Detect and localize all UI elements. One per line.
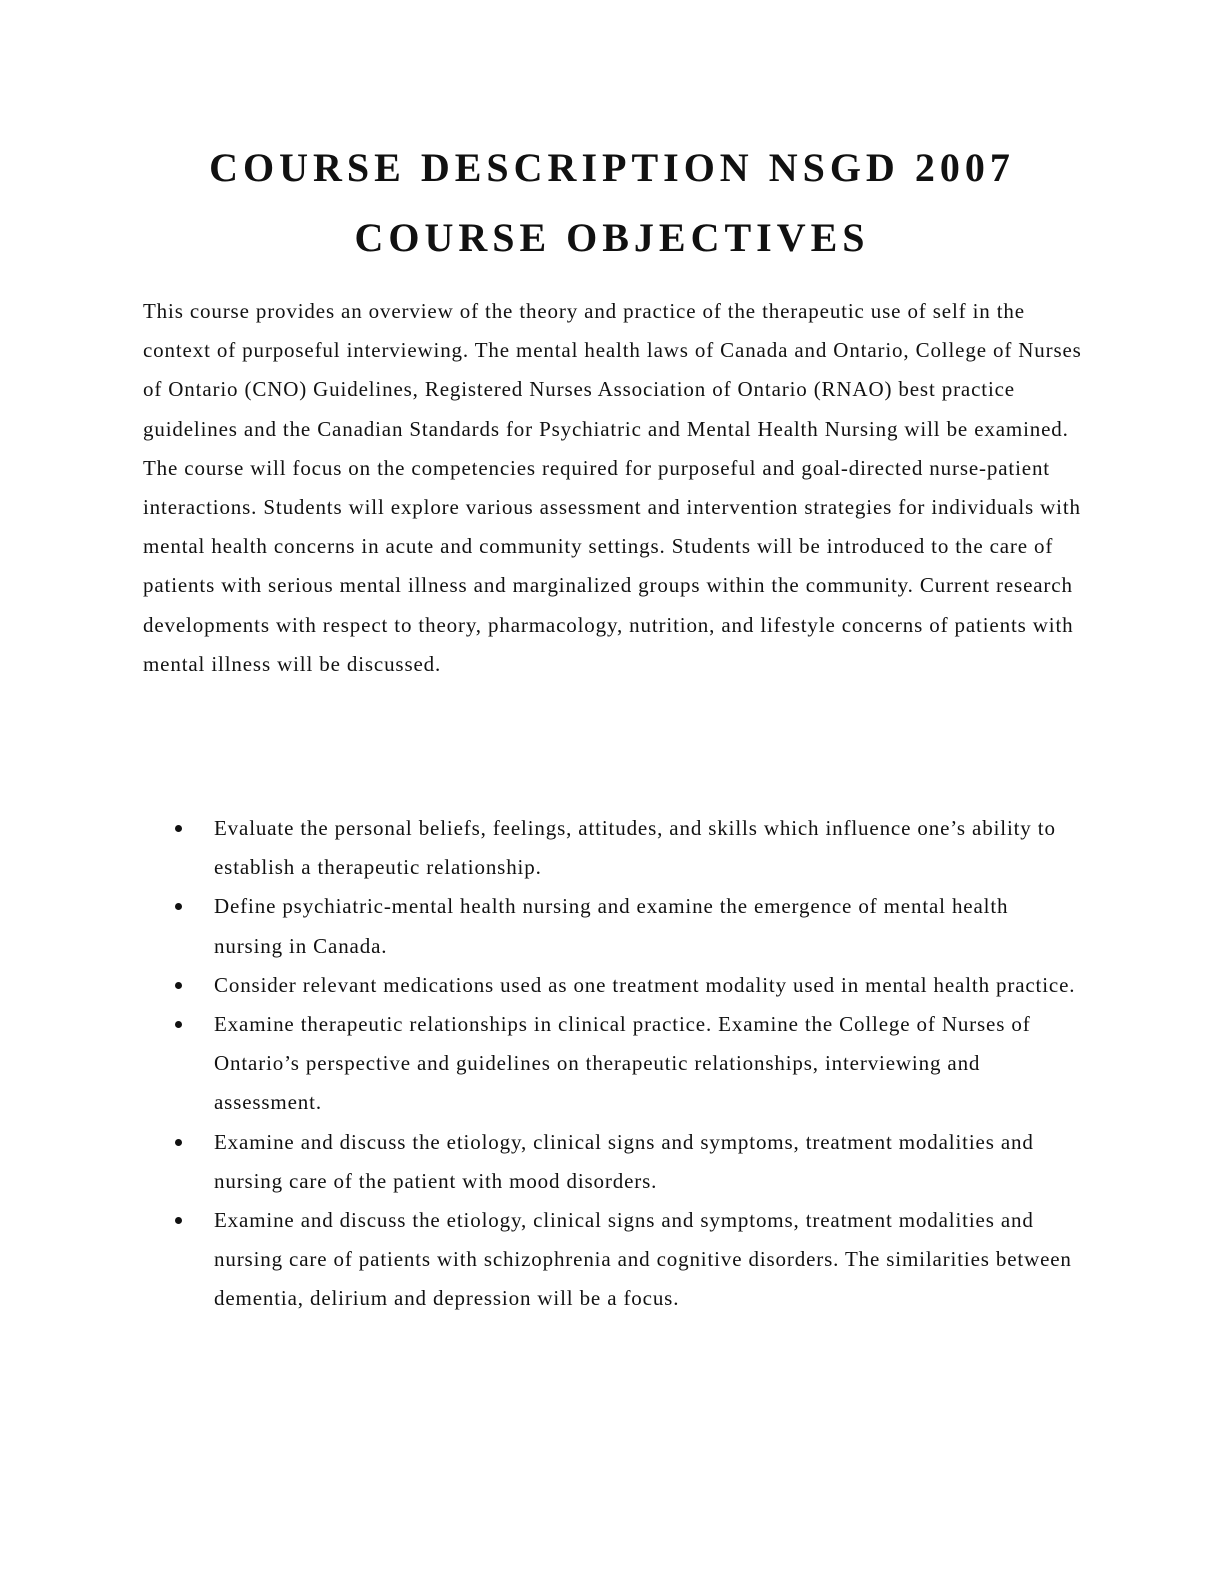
page-title: COURSE DESCRIPTION NSGD 2007 <box>209 145 1015 190</box>
list-item <box>143 1005 1083 1123</box>
bullet-icon <box>175 825 182 832</box>
objectives-list <box>143 809 1083 1319</box>
bullet-icon <box>175 1217 182 1224</box>
list-item <box>143 887 1083 965</box>
objective-text: Consider relevant medications used as one treatment modality used in mental health practice. <box>214 972 1076 997</box>
bullet-icon <box>175 982 182 989</box>
list-item <box>143 966 1083 1005</box>
bullet-icon <box>175 1139 182 1146</box>
objective-text: Examine and discuss the etiology, clinical signs and symptoms, treatment modalities and nursing care of the patient with mood disorders. <box>214 1129 1034 1193</box>
course-description-paragraph: This course provides an overview of the theory and practice of the therapeutic use of self in the context of purposeful interviewing. The mental health laws of Canada and Ontario, College of Nurses of Ontario (CNO) Guidelines, Registered Nurses Association of Ontario (RNAO) best practice guidelines and the Canadian Standards for Psychiatric and Mental Health Nursing will be examined. The course will focus on the competencies required for purposeful and goal-directed nurse-patient interactions. Students will explore various assessment and intervention strategies for individuals with mental health concerns in acute and community settings. Students will be introduced to the care of patients with serious mental illness and marginalized groups within the community. Current research developments with respect to theory, pharmacology, nutrition, and lifestyle concerns of patients with mental illness will be discussed. <box>143 299 1082 676</box>
objective-text: Evaluate the personal beliefs, feelings, attitudes, and skills which influence one’s ability to establish a therapeutic relationship. <box>214 816 1056 880</box>
objective-text: Define psychiatric-mental health nursing and examine the emergence of mental health nursing in Canada. <box>214 894 1009 958</box>
bullet-icon <box>175 903 182 910</box>
objective-text: Examine therapeutic relationships in clinical practice. Examine the College of Nurses of Ontario’s perspective and guidelines on therapeutic relationships, interviewing and assessment. <box>214 1012 1031 1115</box>
section-heading: COURSE OBJECTIVES <box>354 215 870 260</box>
list-item <box>143 809 1083 887</box>
list-item <box>143 1123 1083 1201</box>
bullet-icon <box>175 1021 182 1028</box>
objective-text: Examine and discuss the etiology, clinical signs and symptoms, treatment modalities and nursing care of patients with schizophrenia and cognitive disorders. The similarities between dementia, delirium and depression will be a focus. <box>214 1208 1072 1311</box>
list-item <box>143 1201 1083 1319</box>
